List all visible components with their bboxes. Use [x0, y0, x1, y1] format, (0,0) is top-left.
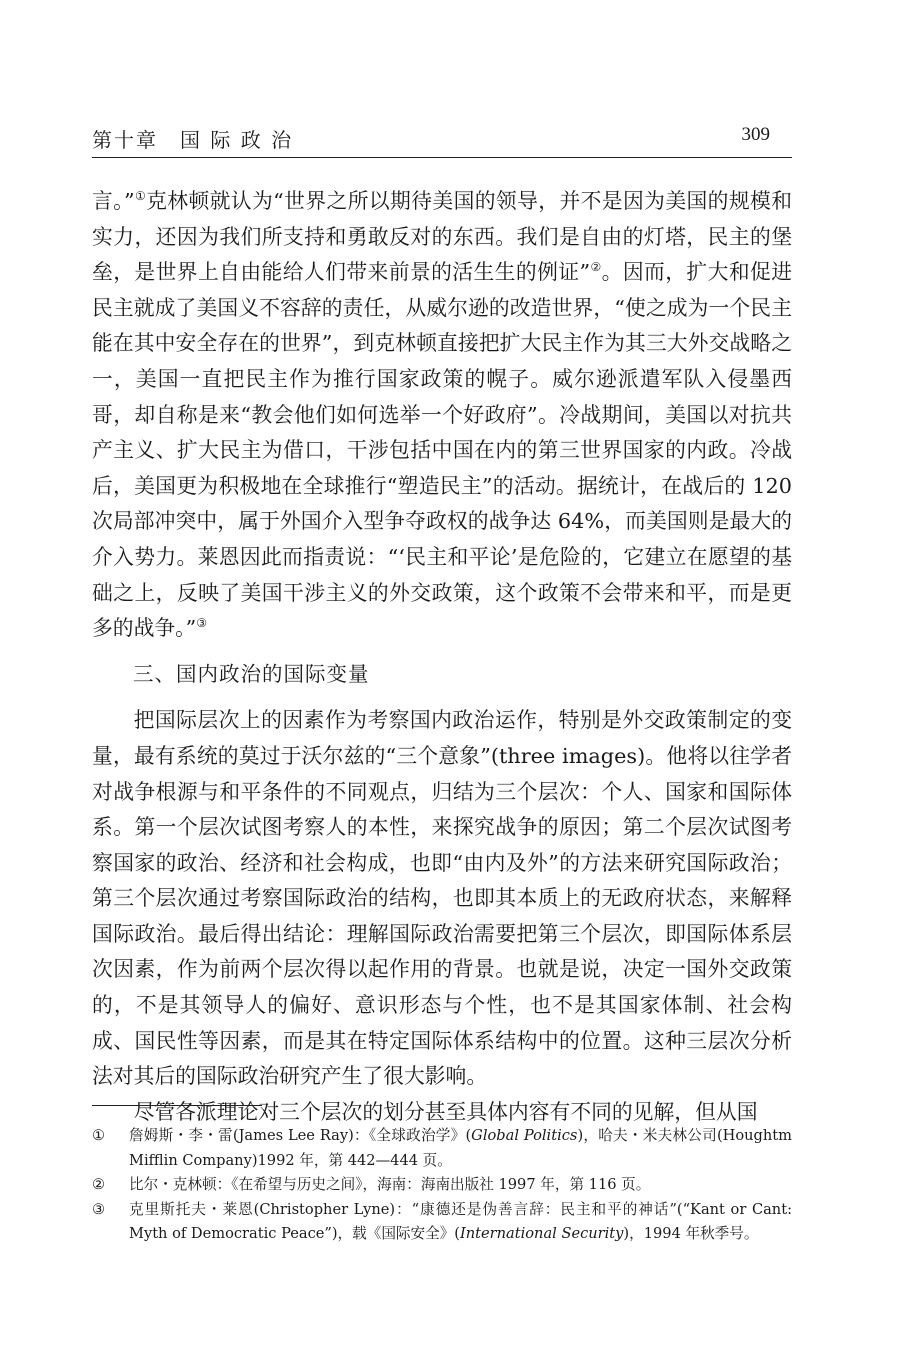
footnote-1-text-a: 詹姆斯・李・雷(James Lee Ray)：《全球政治学》( — [129, 1127, 472, 1144]
footnote-ref-3: ③ — [196, 616, 207, 631]
footnote-ref-2: ② — [590, 260, 602, 275]
footnote-1-text-b: )，哈夫・米夫林公司(Houghtm Mifflin Company)1992 年，第 442—444 页。 — [129, 1127, 792, 1169]
footnote-3-marker: ③ — [92, 1200, 106, 1218]
paragraph-1-text-b: 。因而，扩大和促进民主就成了美国义不容辞的责任，从威尔逊的改造世界，“使之成为一个民主能在其中安全存在的世界”，到克林顿直接把扩大民主作为其三大外交战略之一，美国一直把民主作为推行国家政策的幌子。威尔逊派遣军队入侵墨西哥，却自称是来“教会他们如何选举一个好政府”。冷战期间，美国以对抗共产主义、扩大民主为借口，干涉包括中国在内的第三世界国家的内政。冷战后，美国更为积极地在全球推行“塑造民主”的活动。据统计，在战后的 120 次局部冲突中，属于外国介入型争夺政权的战争达 64%，而美国则是最大的介入势力。莱恩因此而指责说：“‘民主和平论’是危险的，它建立在愿望的基础之上，反映了美国干涉主义的外交政策，这个政策不会带来和平，而是更多的战争。” — [92, 260, 793, 641]
paragraph-2: 把国际层次上的因素作为考察国内政治运作，特别是外交政策制定的变量，最有系统的莫过于沃尔兹的“三个意象”(three images)。他将以往学者对战争根源与和平条件的不同观点，归结为三个层次：个人、国家和国际体系。第一个层次试图考察人的本性，来探究战争的原因；第二个层次试图考察国家的政治、经济和社会构成，也即“由内及外”的方法来研究国际政治；第三个层次通过考察国际政治的结构，也即其本质上的无政府状态，来解释国际政治。最后得出结论：理解国际政治需要把第三个层次，即国际体系层次因素，作为前两个层次得以起作用的背景。也就是说，决定一国外交政策的，不是其领导人的偏好、意识形态与个性，也不是其国家体制、社会构成、国民性等因素，而是其在特定国际体系结构中的位置。这种三层次分析法对其后的国际政治研究产生了很大影响。 — [92, 708, 792, 1089]
running-head — [92, 124, 792, 156]
paragraph-3: 尽管各派理论对三个层次的划分甚至具体内容有不同的见解，但从国 — [133, 1099, 758, 1124]
footnote-3-text-a: 克里斯托夫・莱恩(Christopher Lyne)：“康德还是伪善言辞：民主和平的神话”(“Kant or Cant: Myth of Democratic Peace”)，载《国际安全》( — [129, 1200, 792, 1242]
footnote-2-marker: ② — [92, 1176, 106, 1193]
footnote-3-italic: International Security — [459, 1225, 624, 1242]
footnote-rule — [92, 1105, 262, 1106]
footnote-3-text-b: )，1994 年秋季号。 — [623, 1225, 759, 1242]
footnotes — [92, 1124, 792, 1247]
main-text — [92, 184, 792, 1130]
page-number: 309 — [741, 124, 770, 145]
section-heading: 三、国内政治的国际变量 — [133, 661, 370, 686]
footnote-1-italic: Global Politics — [471, 1127, 578, 1144]
paragraph-1 — [92, 184, 792, 647]
footnote-2 — [92, 1173, 792, 1198]
footnote-ref-1: ① — [134, 189, 147, 204]
chapter-title: 第十章 国 际 政 治 — [92, 128, 294, 152]
paragraph-1-lead: 言。” — [92, 189, 135, 213]
footnote-3 — [92, 1198, 792, 1247]
paragraph-1-text-a: 克林顿就认为“世界之所以期待美国的领导，并不是因为美国的规模和实力，还因为我们所支持和勇敢反对的东西。我们是自由的灯塔，民主的堡垒，是世界上自由能给人们带来前景的活生生的例证” — [92, 189, 792, 285]
footnote-1 — [92, 1124, 792, 1173]
footnote-1-marker: ① — [92, 1127, 106, 1144]
header-rule — [92, 157, 792, 158]
footnote-2-text: 比尔・克林顿：《在希望与历史之间》，海南：海南出版社 1997 年，第 116 页。 — [129, 1176, 651, 1193]
